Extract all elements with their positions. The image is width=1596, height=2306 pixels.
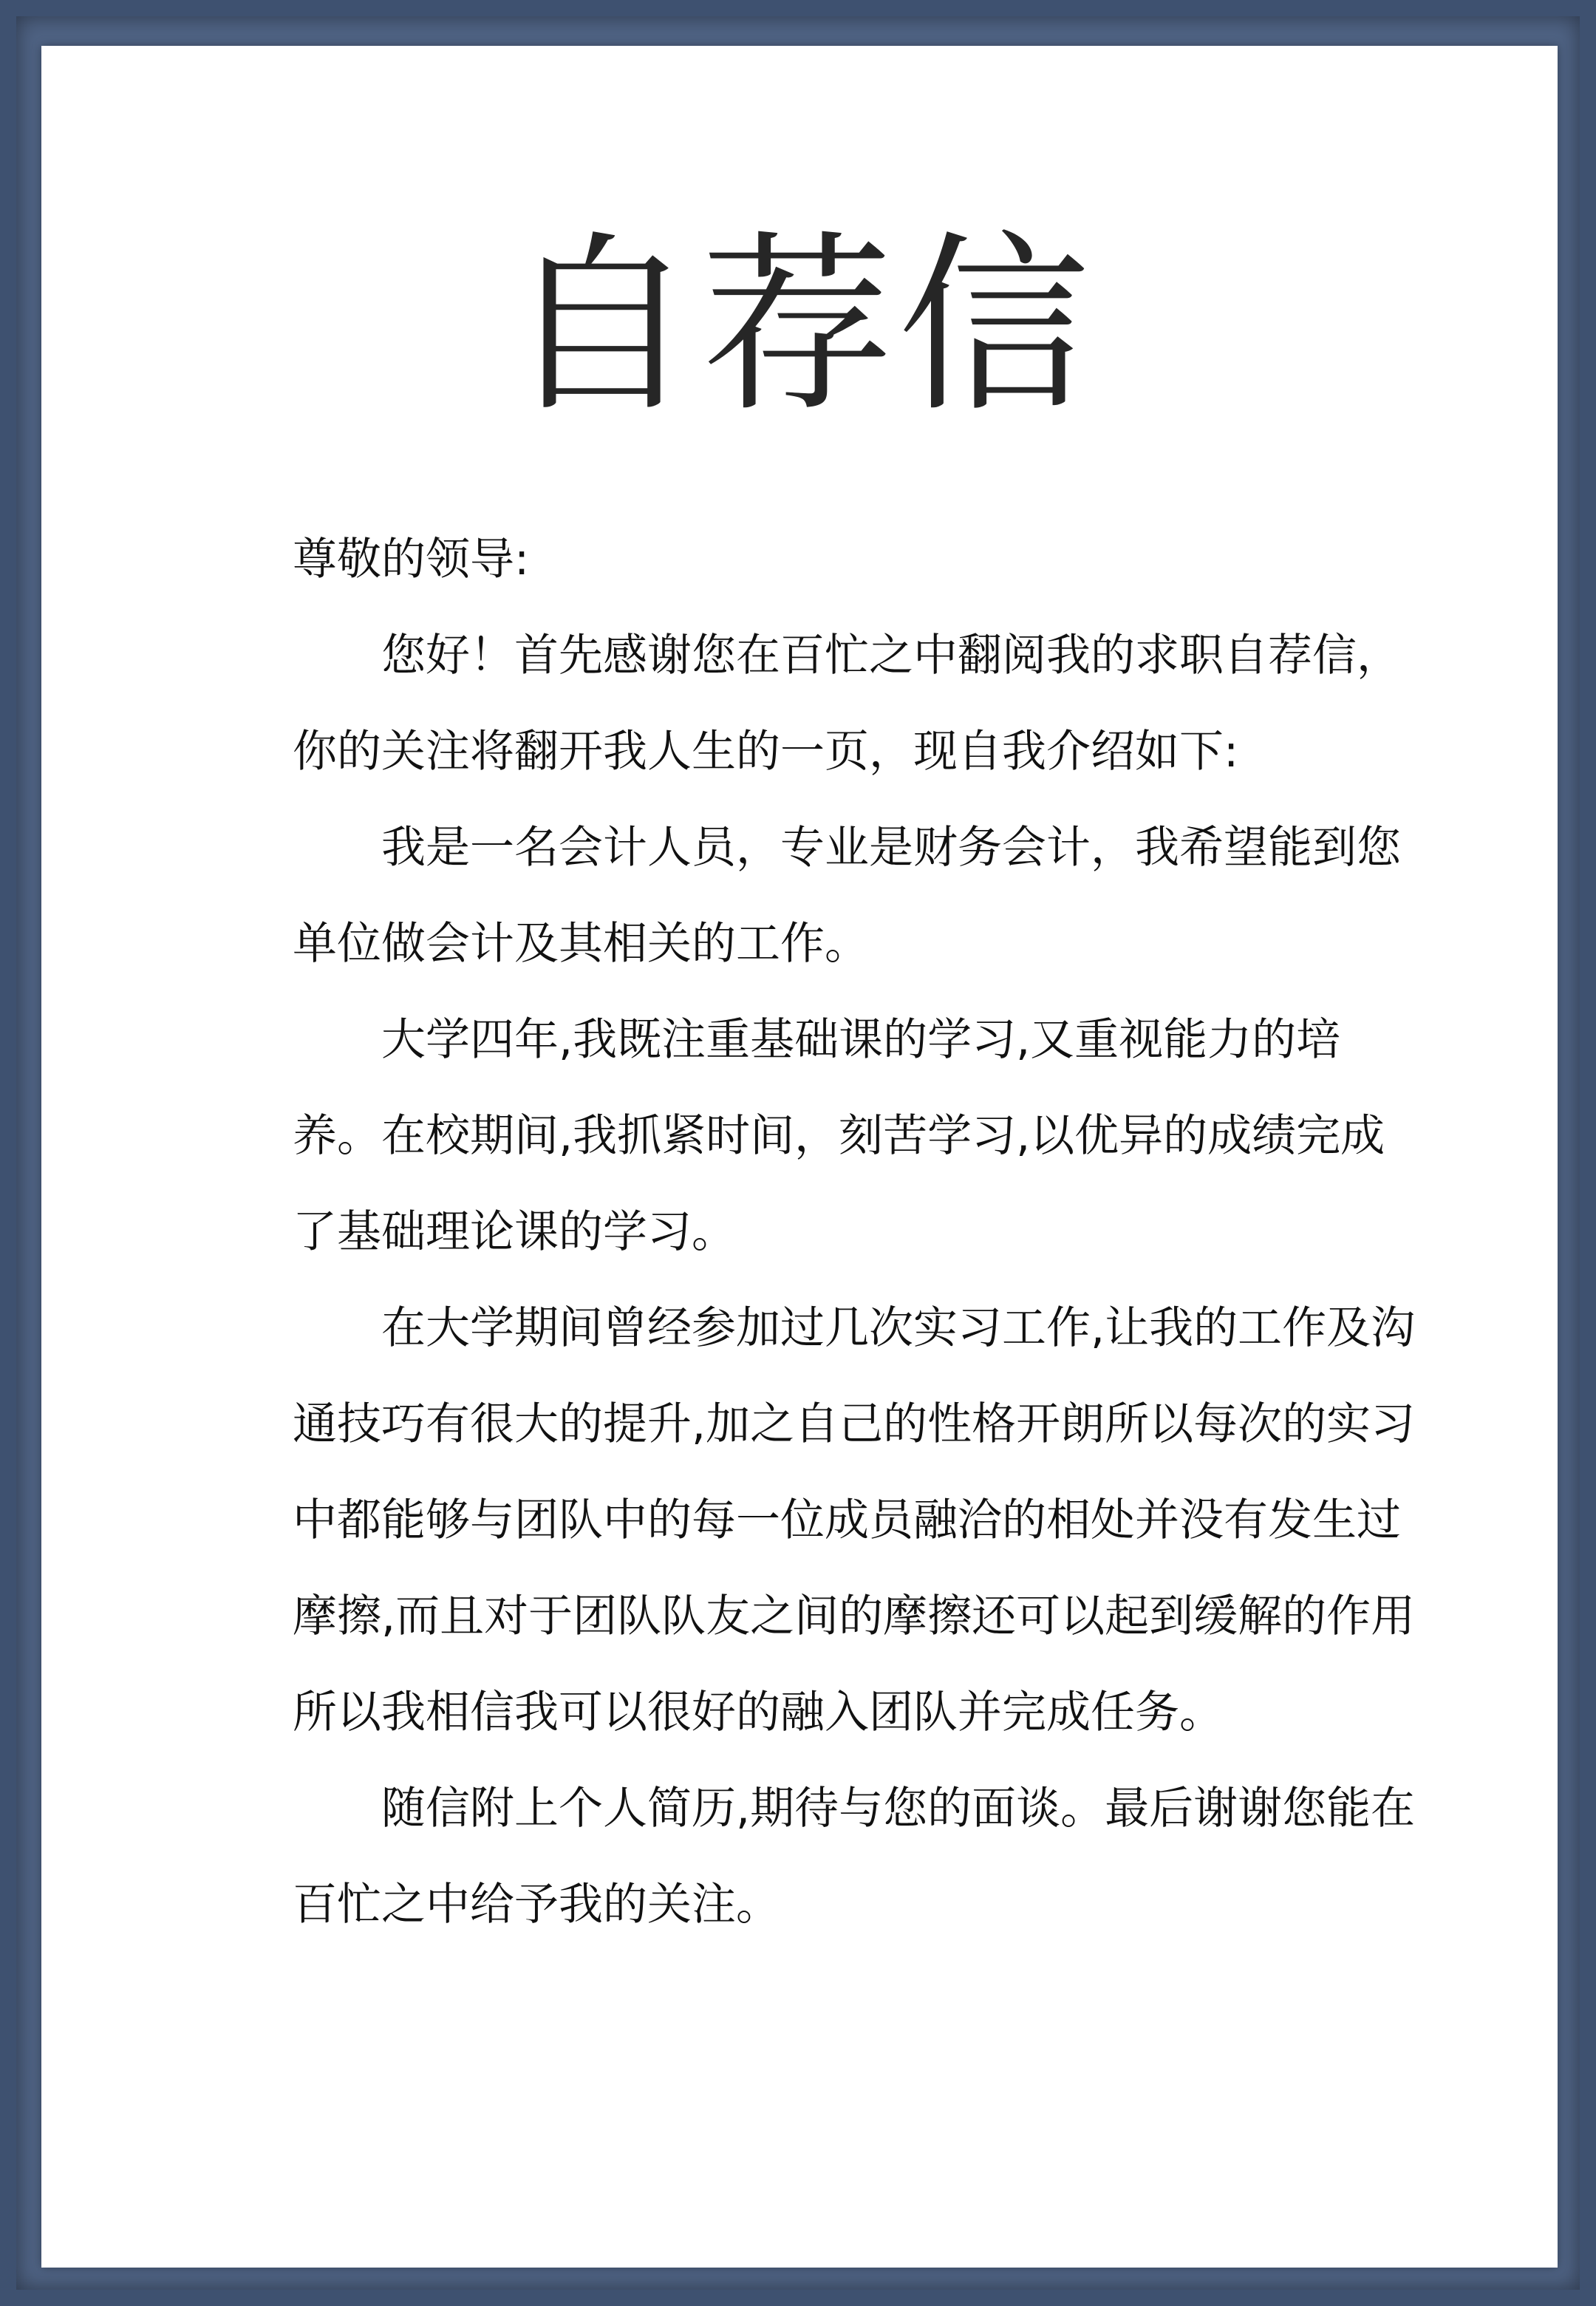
greeting: 尊敬的领导: bbox=[293, 534, 530, 585]
paragraph-2: 我是一名会计人员，专业是财务会计，我希望能到您单位做会计及其相关的工作。 bbox=[293, 822, 1401, 970]
paragraph-5: 随信附上个人简历,期待与您的面谈。最后谢谢您能在百忙之中给予我的关注。 bbox=[293, 1783, 1416, 1931]
paragraph-1: 您好！首先感谢您在百忙之中翻阅我的求职自荐信，你的关注将翻开我人生的一页，现自我介绍如下: bbox=[293, 630, 1401, 778]
letter-paper bbox=[41, 46, 1558, 2268]
letter-title: 自荐信 bbox=[505, 215, 1094, 438]
paragraph-4: 在大学期间曾经参加过几次实习工作,让我的工作及沟通技巧有很大的提升,加之自己的性格开朗所以每次的实习中都能够与团队中的每一位成员融洽的相处并没有发生过摩擦,而且对于团队队友之间的摩擦还可以起到缓解的作用所以我相信我可以很好的融入团队并完成任务。 bbox=[293, 1302, 1416, 1738]
letter-body bbox=[293, 511, 1416, 1953]
paragraph-3: 大学四年,我既注重基础课的学习,又重视能力的培养。在校期间,我抓紧时间，刻苦学习,以优异的成绩完成了基础理论课的学习。 bbox=[293, 1014, 1385, 1258]
